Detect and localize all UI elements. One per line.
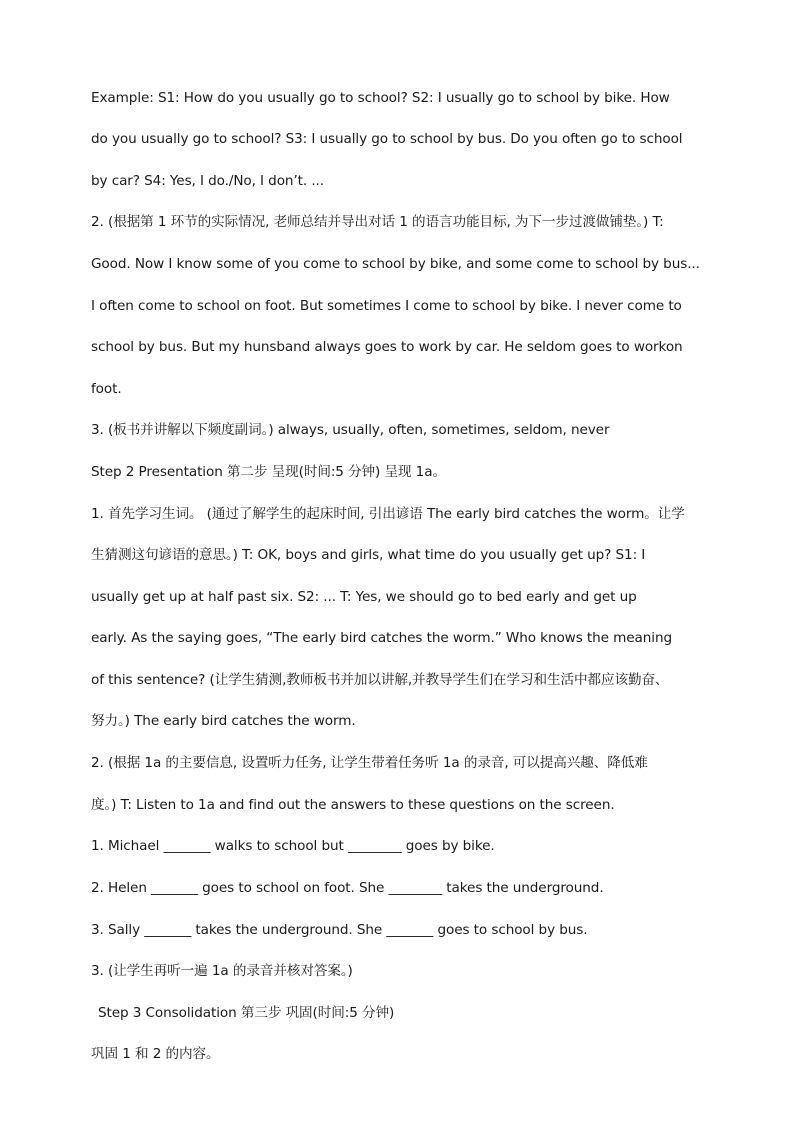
adverbs-of-frequency-line: 3. (板书并讲解以下频度副词。) always, usually, often, sometimes, seldom, never <box>91 422 610 438</box>
step2-item1-line-2: 生猜测这句谚语的意思。) T: OK, boys and girls, what time do you usually get up? S1: I <box>91 547 646 563</box>
step2-item2-line-2: 度。) T: Listen to 1a and find out the answers to these questions on the screen. <box>91 797 615 813</box>
step3-content-line: 巩固 1 和 2 的内容。 <box>91 1046 220 1062</box>
step2-item1-line-5: of this sentence? (让学生猜测,教师板书并加以讲解,并教导学生们在学习和生活中都应该勤奋、 <box>91 672 669 688</box>
step2-heading: Step 2 Presentation 第二步 呈现(时间:5 分钟) 呈现 1a。 <box>91 464 446 480</box>
question-3: 3. Sally _______ takes the underground. She _______ goes to school by bus. <box>91 922 588 938</box>
example-dialogue-line-2: do you usually go to school? S3: I usually go to school by bus. Do you often go to school <box>91 131 683 147</box>
step1-item2-line-4: school by bus. But my hunsband always goes to work by car. He seldom goes to workon <box>91 339 683 355</box>
step2-item1-line-1: 1. 首先学习生词。 (通过了解学生的起床时间, 引出谚语 The early bird catches the worm。让学 <box>91 506 685 522</box>
question-1: 1. Michael _______ walks to school but ________ goes by bike. <box>91 838 495 854</box>
step2-item1-line-4: early. As the saying goes, “The early bird catches the worm.” Who knows the meaning <box>91 630 673 646</box>
question-2: 2. Helen _______ goes to school on foot. She ________ takes the underground. <box>91 880 604 896</box>
example-dialogue-line-3: by car? S4: Yes, I do./No, I don’t. ... <box>91 173 325 189</box>
step3-heading: Step 3 Consolidation 第三步 巩固(时间:5 分钟) <box>98 1005 395 1021</box>
step1-item2-line-5: foot. <box>91 381 122 397</box>
step2-item3-line: 3. (让学生再听一遍 1a 的录音并核对答案。) <box>91 963 353 979</box>
step2-item1-line-3: usually get up at half past six. S2: ... T: Yes, we should go to bed early and get up <box>91 589 637 605</box>
step2-item1-line-6: 努力。) The early bird catches the worm. <box>91 713 356 729</box>
step2-item2-line-1: 2. (根据 1a 的主要信息, 设置听力任务, 让学生带着任务听 1a 的录音, 可以提高兴趣、降低难 <box>91 755 648 771</box>
step1-item2-line-1: 2. (根据第 1 环节的实际情况, 老师总结并导出对话 1 的语言功能目标, 为下一步过渡做铺垫。) T: <box>91 214 664 230</box>
step1-item2-line-3: I often come to school on foot. But sometimes I come to school by bike. I never come to <box>91 298 682 314</box>
example-dialogue-line-1: Example: S1: How do you usually go to school? S2: I usually go to school by bike. How <box>91 90 670 106</box>
step1-item2-line-2: Good. Now I know some of you come to school by bike, and some come to school by bus... <box>91 256 700 272</box>
